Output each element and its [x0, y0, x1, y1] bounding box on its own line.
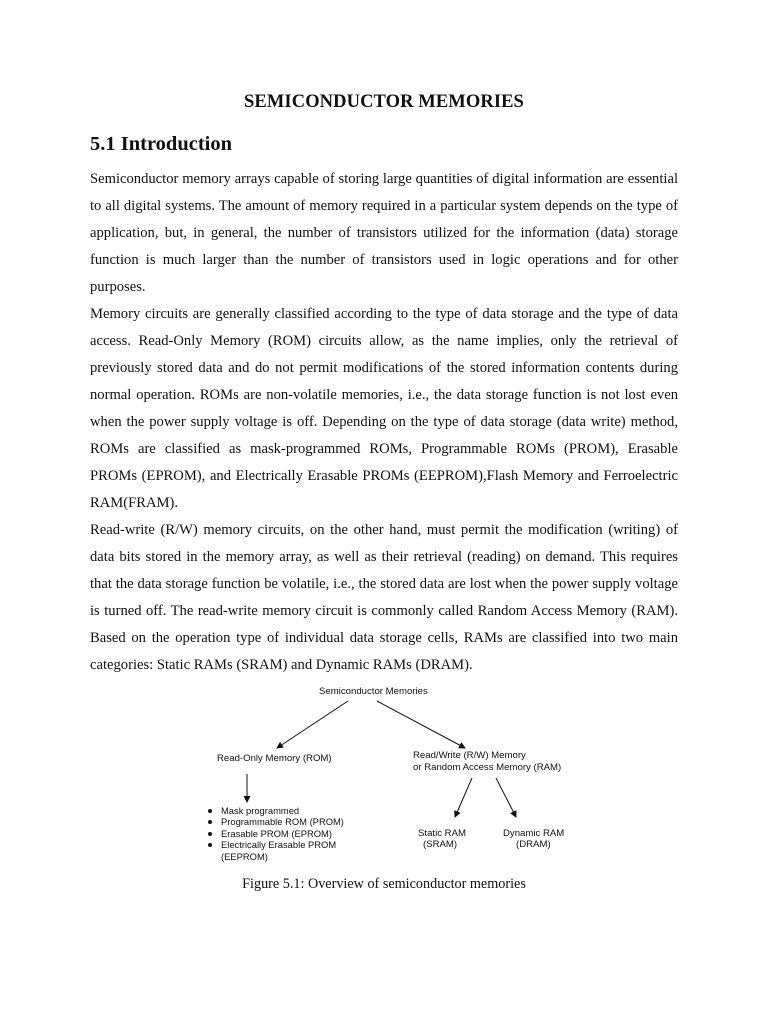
node-ram-line1: Read/Write (R/W) Memory: [413, 750, 526, 761]
node-semiconductor-memories: Semiconductor Memories: [319, 686, 428, 697]
arrow-ram-to-dram: [496, 778, 516, 817]
node-dram-line2: (DRAM): [516, 839, 551, 850]
arrow-root-to-ram: [377, 701, 465, 748]
list-item: Programmable ROM (PROM): [208, 816, 344, 827]
node-ram-line2: or Random Access Memory (RAM): [413, 762, 562, 773]
figure-caption: Figure 5.1: Overview of semiconductor memories: [242, 876, 526, 892]
list-item: Electrically Erasable PROM: [208, 839, 344, 850]
paragraph: Read-write (R/W) memory circuits, on the other hand, must permit the modification (writing) of data bits stored in the memory array, as well as their retrieval (reading) on demand. This requires that the data storage function be volatile, i.e., the stored data are lost when the power supply voltage is turned off. The read-write memory circuit is commonly called Random Access Memory (RAM). Based on the operation type of individual data storage cells, RAMs are classified into two main categories: Static RAMs (SRAM) and Dynamic RAMs (DRAM).: [90, 522, 678, 673]
paragraph: Semiconductor memory arrays capable of storing large quantities of digital information are essential to all digital systems. The amount of memory required in a particular system depends on the type of application, but, in general, the number of transistors utilized for the information (data) storage function is much larger than the number of transistors used in logic operations and for other purposes.: [90, 171, 678, 295]
page-title: SEMICONDUCTOR MEMORIES: [244, 92, 524, 112]
section-heading: 5.1 Introduction: [90, 133, 233, 155]
node-sram-line2: (SRAM): [423, 839, 458, 850]
arrow-ram-to-sram: [455, 778, 472, 817]
body-text: [90, 166, 678, 679]
node-rom: Read-Only Memory (ROM): [217, 753, 332, 764]
node-sram-line1: Static RAM: [418, 828, 466, 839]
memory-classification-diagram: [185, 682, 585, 882]
rom-types-list: [208, 805, 344, 862]
list-item: Mask programmed: [208, 805, 344, 816]
list-item: Erasable PROM (EPROM): [208, 828, 344, 839]
paragraph: Memory circuits are generally classified according to the type of data storage and the type of data access. Read-Only Memory (ROM) circuits allow, as the name implies, only the retrieval of previously stored data and do not permit modifications of the stored information contents during normal operation. ROMs are non-volatile memories, i.e., the data storage function is not lost even when the power supply voltage is off. Depending on the type of data storage (data write) method, ROMs are classified as mask-programmed ROMs, Programmable ROMs (PROM), Erasable PROMs (EPROM), and Electrically Erasable PROMs (EEPROM),Flash Memory and Ferroelectric RAM(FRAM).: [90, 306, 678, 511]
list-item-continuation: (EEPROM): [221, 850, 268, 862]
node-dram-line1: Dynamic RAM: [503, 828, 565, 839]
arrow-root-to-rom: [277, 701, 348, 748]
